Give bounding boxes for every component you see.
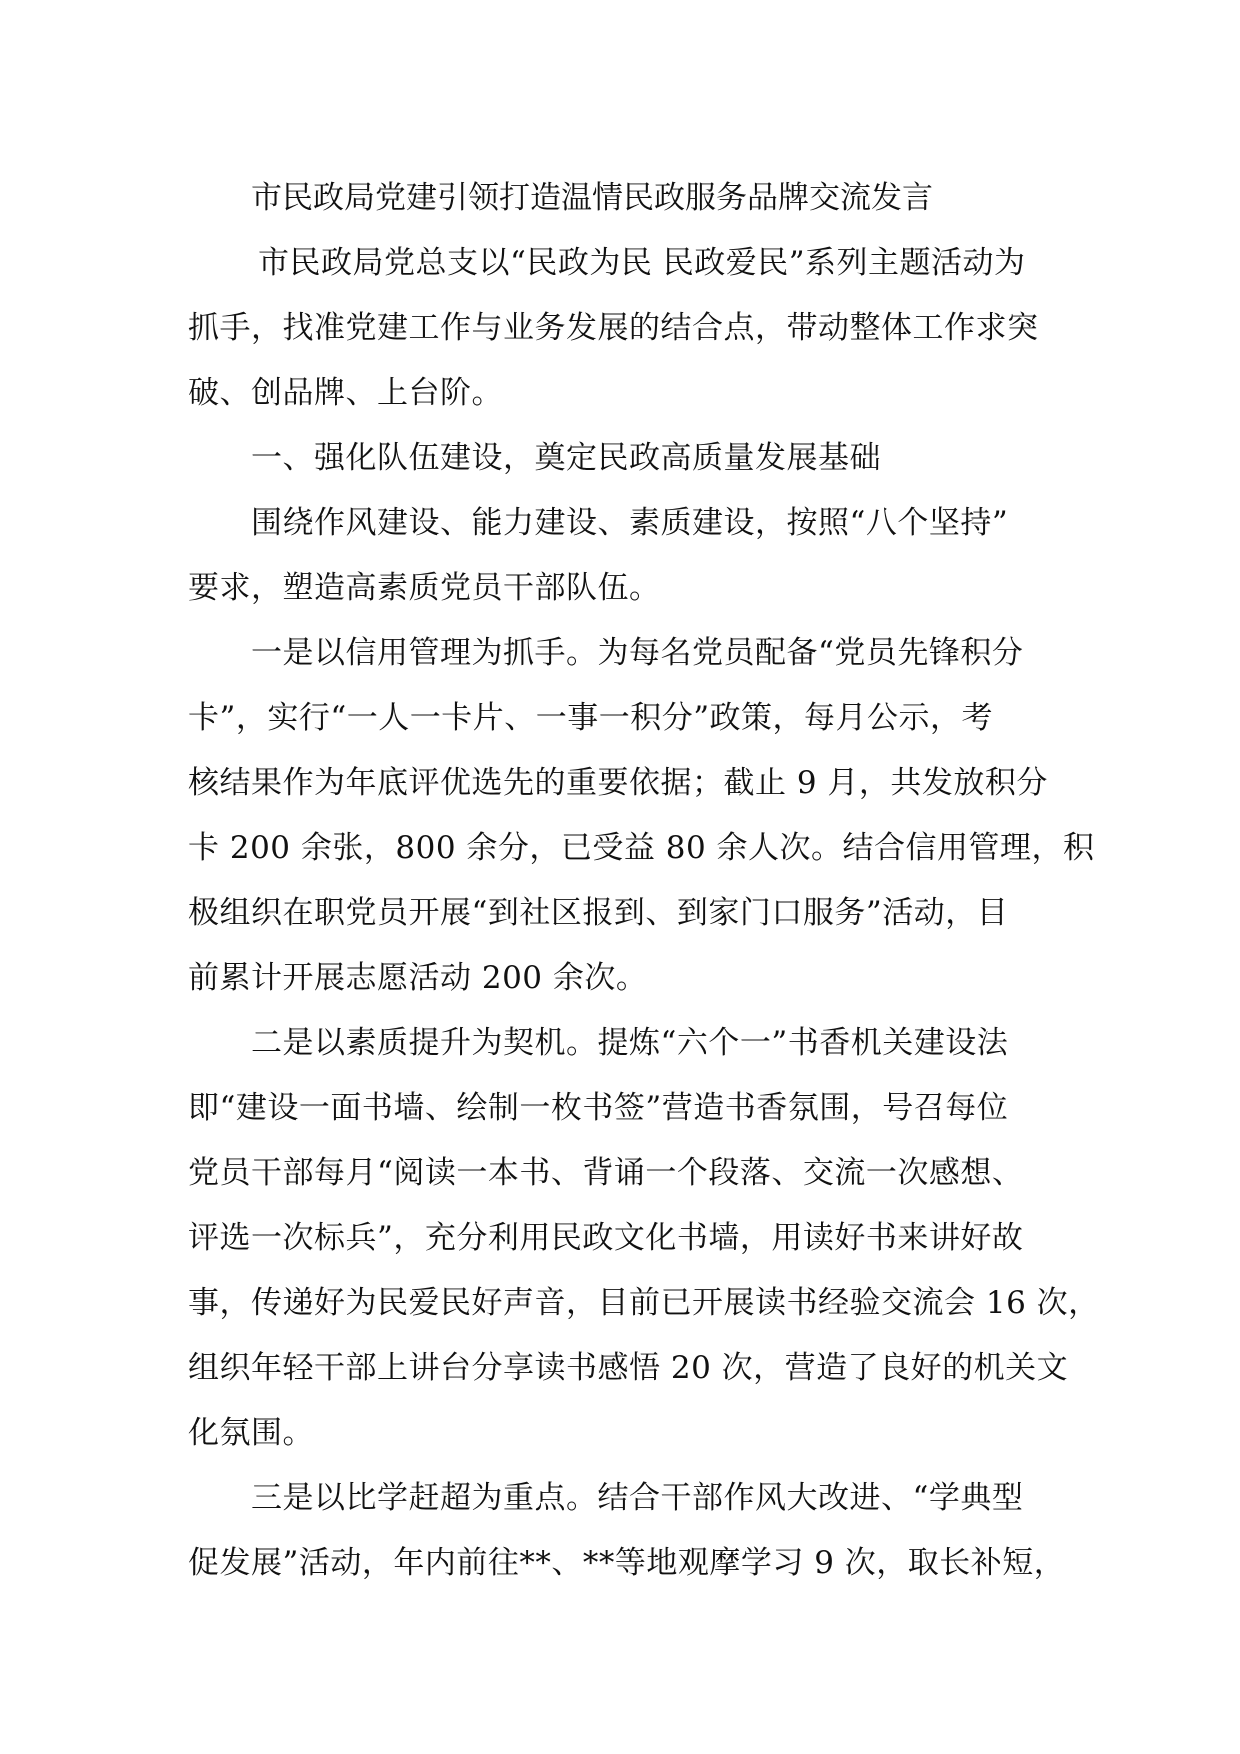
quality-improvement-paragraph <box>188 1011 1100 1466</box>
document-body <box>188 166 1100 1596</box>
text-line: 组织年轻干部上讲台分享读书感悟 20 次，营造了良好的机关文 <box>188 1350 1069 1386</box>
intro-paragraph <box>188 231 1088 426</box>
text-line: 一是以信用管理为抓手。为每名党员配备“党员先锋积分 <box>251 635 1024 671</box>
credit-management-paragraph <box>188 621 1095 1011</box>
text-line: 事，传递好为民爱民好声音，目前已开展读书经验交流会 16 次， <box>188 1285 1100 1321</box>
text-line: 要求，塑造高素质党员干部队伍。 <box>188 570 661 606</box>
text-line: 化氛围。 <box>188 1415 314 1451</box>
text-line: 卡 200 余张，800 余分，已受益 80 余人次。结合信用管理，积 <box>188 830 1095 866</box>
text-line: 围绕作风建设、能力建设、素质建设，按照“八个坚持” <box>251 505 1009 541</box>
text-line: 一、强化队伍建设，奠定民政高质量发展基础 <box>251 440 881 476</box>
text-line: 前累计开展志愿活动 200 余次。 <box>188 960 648 996</box>
benchmarking-paragraph <box>188 1466 1088 1596</box>
text-line: 促发展”活动，年内前往**、**等地观摩学习 9 次，取长补短， <box>188 1545 1066 1581</box>
text-line: 二是以素质提升为契机。提炼“六个一”书香机关建设法 <box>251 1025 1009 1061</box>
text-line: 三是以比学赶超为重点。结合干部作风大改进、“学典型 <box>251 1480 1024 1516</box>
text-line: 评选一次标兵”，充分利用民政文化书墙，用读好书来讲好故 <box>188 1220 1024 1256</box>
text-line: 卡”，实行“一人一卡片、一事一积分”政策，每月公示，考 <box>188 700 994 736</box>
section-heading <box>188 426 1088 491</box>
text-line: 核结果作为年底评优选先的重要依据；截止 9 月，共发放积分 <box>188 765 1048 801</box>
text-line: 破、创品牌、上台阶。 <box>188 375 503 411</box>
text-line: 抓手，找准党建工作与业务发展的结合点，带动整体工作求突 <box>188 310 1039 346</box>
section-intro-paragraph <box>188 491 1088 621</box>
document-title: 市民政局党建引领打造温情民政服务品牌交流发言 <box>251 180 933 216</box>
text-line: 即“建设一面书墙、绘制一枚书签”营造书香氛围，号召每位 <box>188 1090 1009 1126</box>
text-line: 极组织在职党员开展“到社区报到、到家门口服务”活动，目 <box>188 895 1009 931</box>
text-line: 市民政局党总支以“民政为民 民政爱民”系列主题活动为 <box>258 245 1026 281</box>
text-line: 党员干部每月“阅读一本书、背诵一个段落、交流一次感想、 <box>188 1155 1024 1191</box>
